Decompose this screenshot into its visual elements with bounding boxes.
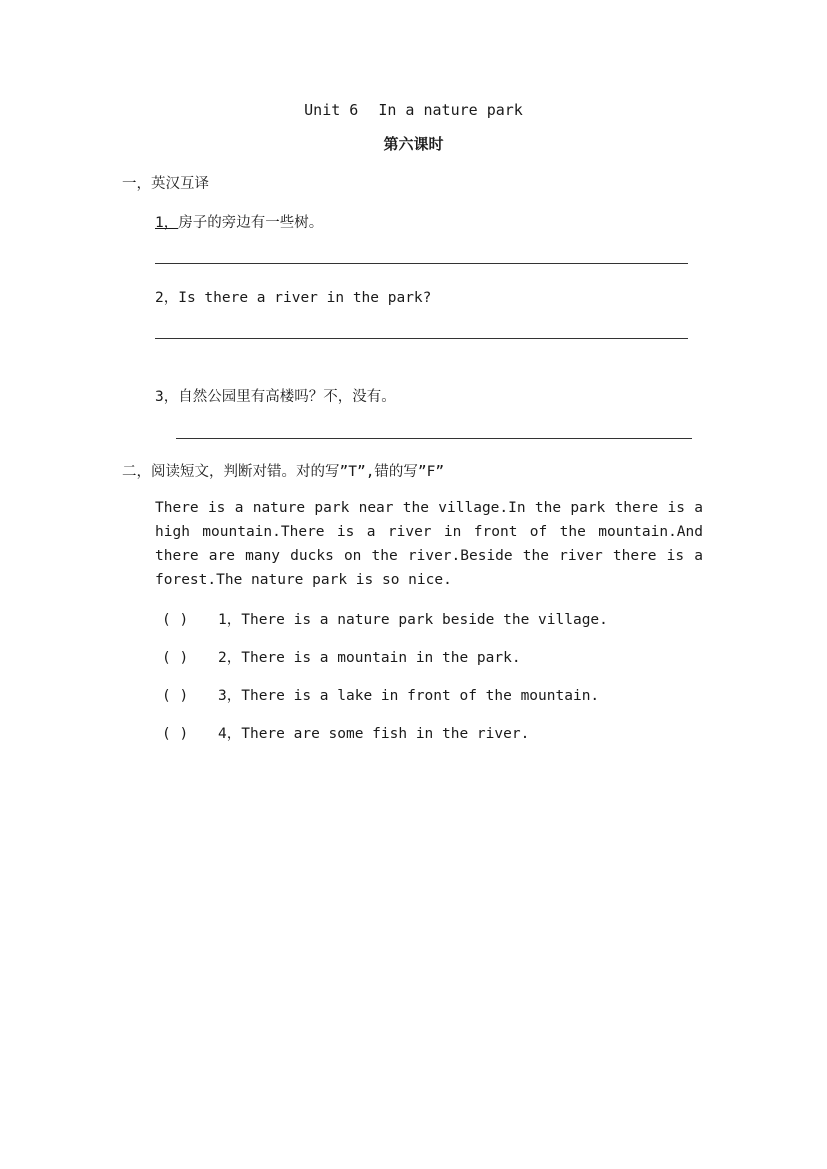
question-3-text: 自然公园里有高楼吗？不，没有。 [178, 389, 396, 405]
judge-item-1-text: 1，There is a nature park beside the village. [218, 612, 608, 628]
judge-item-4 [162, 722, 529, 743]
judge-item-3-text: 3，There is a lake in front of the mountain. [218, 688, 600, 704]
question-1 [155, 211, 323, 232]
judge-item-1 [162, 608, 608, 629]
answer-blank-4[interactable]: ( ) [162, 726, 189, 742]
section1-heading: 一，英汉互译 [122, 176, 209, 192]
unit-label: Unit 6 [304, 101, 359, 119]
judge-item-2 [162, 646, 521, 667]
judge-item-4-text: 4，There are some fish in the river. [218, 726, 530, 742]
question-1-text: 房子的旁边有一些树。 [178, 215, 324, 231]
reading-passage: There is a nature park near the village.In the park there is a high mountain.There is a river in front of the mountain.And there are many ducks on the river.Beside the river there is a forest.The nature park is so nice. [155, 500, 703, 588]
question-3-number: 3， [155, 389, 179, 405]
question-3 [155, 385, 396, 406]
unit-title: In a nature park [378, 101, 523, 119]
judge-item-3 [162, 684, 599, 705]
answer-line-3[interactable] [176, 438, 692, 439]
section2-heading: 二，阅读短文，判断对错。对的写”T”,错的写”F” [122, 464, 445, 480]
question-2-number: 2， [155, 290, 179, 306]
answer-blank-3[interactable]: ( ) [162, 688, 189, 704]
answer-line-1[interactable] [155, 263, 688, 264]
question-2-text: Is there a river in the park? [178, 290, 432, 306]
question-1-number: 1， [155, 215, 179, 231]
lesson-subtitle: 第六课时 [383, 135, 444, 153]
answer-blank-2[interactable]: ( ) [162, 650, 189, 666]
question-2 [155, 286, 431, 307]
page-title [0, 101, 827, 119]
judge-item-2-text: 2，There is a mountain in the park. [218, 650, 521, 666]
answer-line-2[interactable] [155, 338, 688, 339]
answer-blank-1[interactable]: ( ) [162, 612, 189, 628]
